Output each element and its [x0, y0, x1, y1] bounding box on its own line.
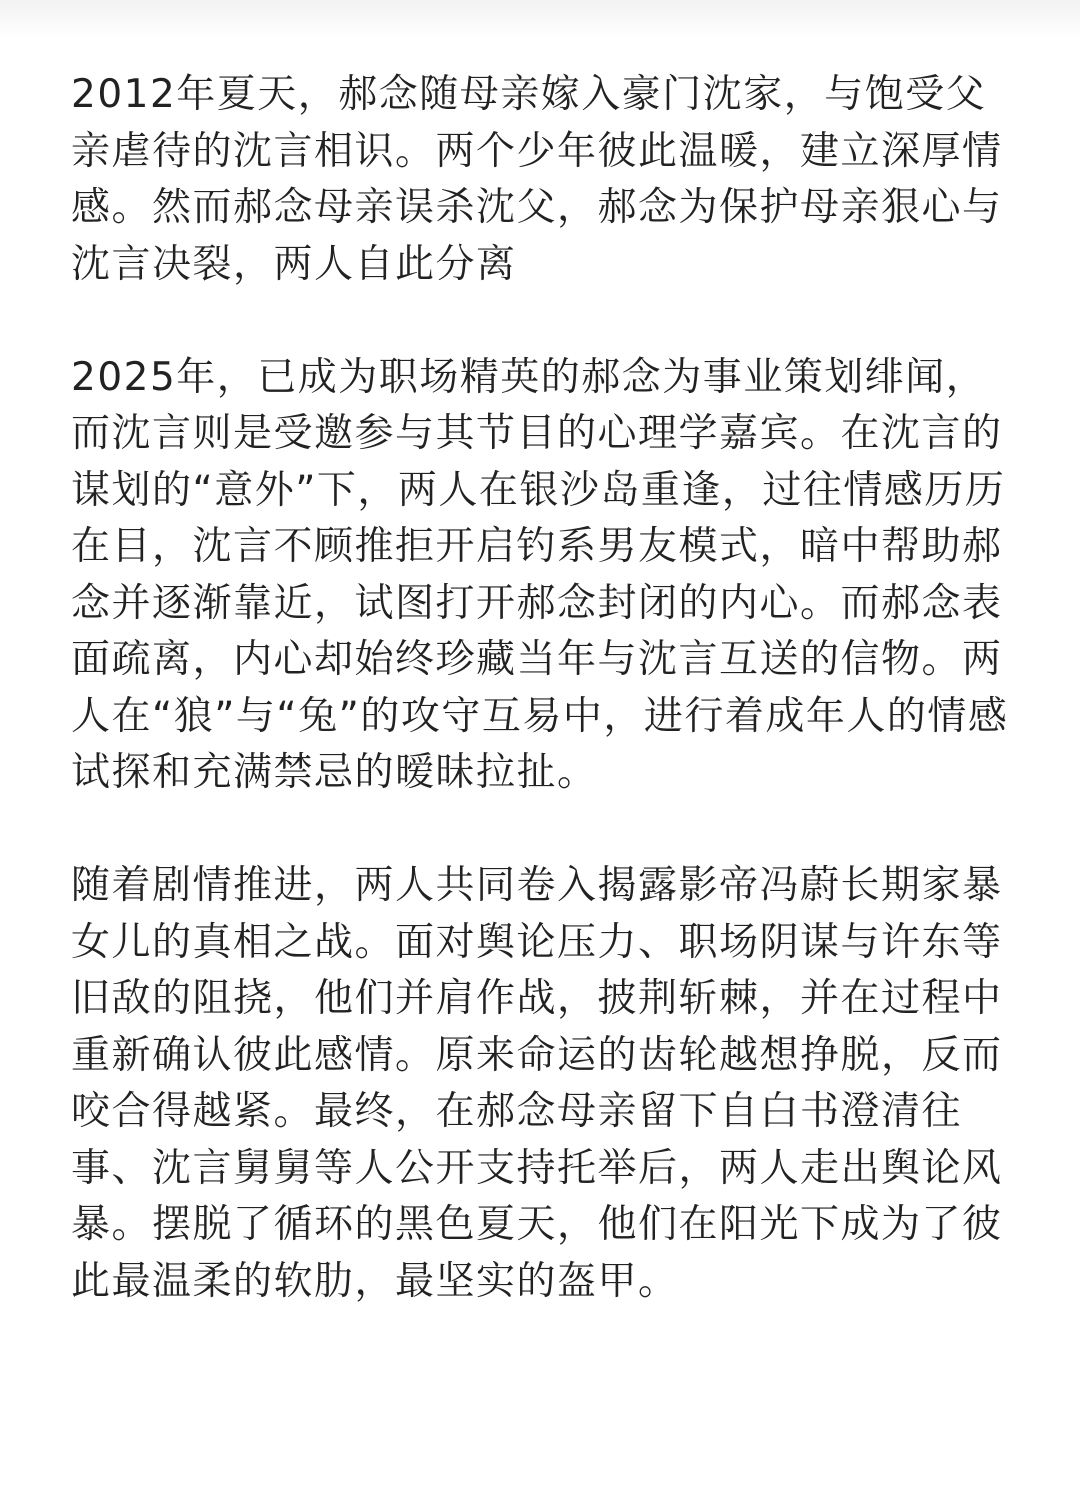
- paragraph-2025-reunion: 2025年，已成为职场精英的郝念为事业策划绯闻，而沈言则是受邀参与其节目的心理学嘉宾。在沈言的谋划的“意外”下，两人在银沙岛重逢，过往情感历历在目，沈言不顾推拒开启钓系男友模式，暗中帮助郝念并逐渐靠近，试图打开郝念封闭的内心。而郝念表面疏离，内心却始终珍藏当年与沈言互送的信物。两人在“狼”与“兔”的攻守互易中，进行着成年人的情感试探和充满禁忌的暧昧拉扯。: [71, 354, 1009, 795]
- paragraph-2012-summer: 2012年夏天，郝念随母亲嫁入豪门沈家，与饱受父亲虐待的沈言相识。两个少年彼此温暖，建立深厚情感。然而郝念母亲误杀沈父，郝念为保护母亲狠心与沈言决裂，两人自此分离: [71, 72, 1003, 287]
- top-fade-strip: [0, 0, 1080, 40]
- article-body: [71, 67, 1016, 1310]
- paragraph-plot-resolution: 随着剧情推进，两人共同卷入揭露影帝冯蔚长期家暴女儿的真相之战。面对舆论压力、职场阴谋与许东等旧敌的阻挠，他们并肩作战，披荆斩棘，并在过程中重新确认彼此感情。原来命运的齿轮越想挣脱，反而咬合得越紧。最终，在郝念母亲留下自白书澄清往事、沈言舅舅等人公开支持托举后，两人走出舆论风暴。摆脱了循环的黑色夏天，他们在阳光下成为了彼此最温柔的软肋，最坚实的盔甲。: [71, 863, 1003, 1304]
